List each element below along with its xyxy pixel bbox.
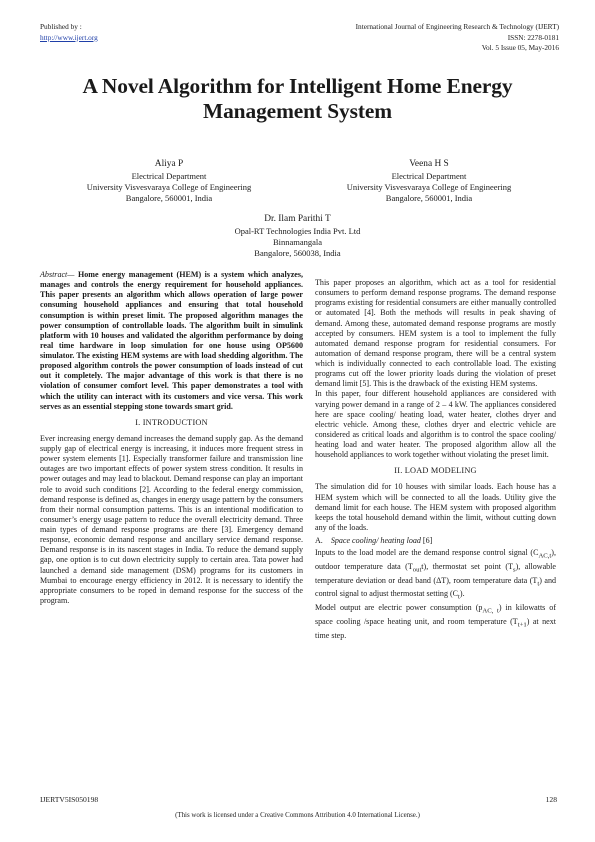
subsection-title: Space cooling/ heating load bbox=[330, 536, 421, 545]
subsection-citation: [6] bbox=[422, 536, 433, 545]
license-note: (This work is licensed under a Creative Commons Attribution 4.0 International License.) bbox=[175, 812, 420, 819]
running-header-left bbox=[40, 22, 98, 43]
paper-id: IJERTV5IS050198 bbox=[40, 795, 99, 804]
subsection-number: A. bbox=[315, 536, 323, 545]
author-address: Bangalore, 560001, India bbox=[125, 193, 213, 203]
body-paragraph-5: Model output are electric power consumption $(p_{AC, t})$ in kilowatts of space cooling /space heating unit, and room temperature $(T_{t+1})$ at next time step. bbox=[315, 603, 557, 640]
author-institution: University Visvesvaraya College of Engineering bbox=[86, 182, 252, 192]
right-column bbox=[315, 278, 556, 641]
body-paragraph-2: In this paper, four different household appliances are considered with varying power demand in a range of 2 – 4 kW. The appliances considered here are space cooling/ heating load, water heater, clothes dryer and electric vehicle. Among these, clothes dryer and electric vehicle are considered as critical loads and algorithm is to control the space cooling/ heating load and water heater. The proposed algorithm allow all the household appliances to work together without violating the preset limit. bbox=[315, 389, 556, 460]
journal-name: International Journal of Engineering Research & Technology (IJERT) bbox=[355, 22, 559, 31]
author-block-1 bbox=[40, 158, 298, 204]
author-block-2 bbox=[300, 158, 558, 204]
body-paragraph-1: This paper proposes an algorithm, which act as a tool for residential consumers to perform demand response programs. The demand response programs existing for residential consumers are either manually controlled or automated [4]. Both the methods will results in peak shaving of demand. Among these, automated demand response programs are mostly accepted by consumers. HEM system is a tool to implement the fully automated demand response program for residential consumers. For automation of demand response program, there will be a central system which is individually connected to each controllable load. The existing programs cut off the lower priority loads during the violation of preset demand limit [5]. This is the drawback of the existing HEM systems. bbox=[315, 278, 556, 389]
section-heading-introduction: I. INTRODUCTION bbox=[135, 417, 208, 427]
abstract-text: Home energy management (HEM) is a system which analyzes, manages and controls the energy requirement for household appliances. This paper presents an algorithm which allows operation of large power consuming household appliances and ensuring that total household consumption is within preset limit. The proposed algorithm manages the power consumption of controllable loads. The algorithm built in simulink platform with 10 houses and validated the algorithm performance by doing real time hardware in loop simulation for one house using OP5600 simulator. The existing HEM systems are with load shedding algorithm. The proposed algorithm controls the power consumption of loads instead of cut out it completely. The major advantage of this work is that there is no violation of consumer comfort level. This paper demonstrates a tool with which the utility can interact with its customers and vice versa. This work serves as an essential stepping stone towards smart grid. bbox=[40, 270, 303, 411]
author-institution: University Visvesvaraya College of Engineering bbox=[346, 182, 512, 192]
author-address: Bangalore, 560038, India bbox=[254, 248, 341, 258]
author-name: Aliya P bbox=[154, 159, 184, 169]
author-place: Binnamangala bbox=[272, 237, 323, 247]
publisher-label: Published by : bbox=[40, 22, 82, 31]
author-dept: Electrical Department bbox=[131, 171, 207, 181]
section-heading-load-modeling: II. LOAD MODELING bbox=[394, 466, 477, 476]
page-number: 128 bbox=[545, 795, 557, 804]
volume-issue: Vol. 5 Issue 05, May-2016 bbox=[481, 43, 559, 52]
introduction-paragraph: Ever increasing energy demand increases the demand supply gap. As the demand supply gap of electrical energy is increasing, it induces more frequent stress in power system elements [1]. Especially transformer failure and transmission line outages are two important effects of power system stress condition. It results in power outages and may lead to blackout. Demand response can play an important role to avoid such conditions [2]. According to the federal energy commission, demand response is defined as, changes in energy usage pattern by the consumers from their normal consumption patterns. This is an intentional modification to consumer’s energy usage pattern to reduce the overall electricity demand. Three main types of demand response programs are there [3]. Emergency demand response, economic demand response and ancillary service demand response. Demand response is in its nascent stages in India. To reduce the demand supply gap, one option is to cut down electricity supply to certain area. Tata power had launched a demand side management (DSM) programs for its customers in Mumbai to encourage energy efficiency in 2012. It is necessary to identify the appropriate consumers to be roped in demand response for the success of the program. bbox=[40, 433, 304, 605]
abstract bbox=[40, 270, 303, 412]
author-block-3 bbox=[150, 213, 445, 259]
subsection-heading bbox=[315, 536, 556, 546]
abstract-lead: Abstract— bbox=[40, 270, 75, 279]
left-column bbox=[40, 270, 303, 606]
author-organization: Opal-RT Technologies India Pvt. Ltd bbox=[234, 226, 361, 236]
author-name: Veena H S bbox=[409, 159, 449, 169]
journal-url-link[interactable]: http://www.ijert.org bbox=[40, 32, 98, 42]
author-address: Bangalore, 560001, India bbox=[385, 193, 473, 203]
body-paragraph-4: Inputs to the load model are the demand response control signal $(C_{AC,t})$, outdoor temperature data $(T_{out}t)$, thermostat set point $(T_s)$, allowable temperature deviation or dead band (ΔT), room temperature data $(T_t)$ and control signal to adjust thermostat setting $(C_t)$. bbox=[315, 548, 557, 601]
running-header-right bbox=[356, 22, 559, 54]
issn: ISSN: 2278-0181 bbox=[507, 32, 559, 42]
author-name: Dr. Ilam Parithi T bbox=[264, 214, 331, 224]
body-paragraph-3: The simulation did for 10 houses with similar loads. Each house has a HEM system which will be connected to all the loads. Utility give the demand limit for each house. The HEM system with proposed algorithm keeps the total household demand within the limit, without cutting down any of the loads. bbox=[315, 482, 556, 532]
paper-title: A Novel Algorithm for Intelligent Home Energy Management System bbox=[82, 74, 513, 123]
author-dept: Electrical Department bbox=[391, 171, 467, 181]
